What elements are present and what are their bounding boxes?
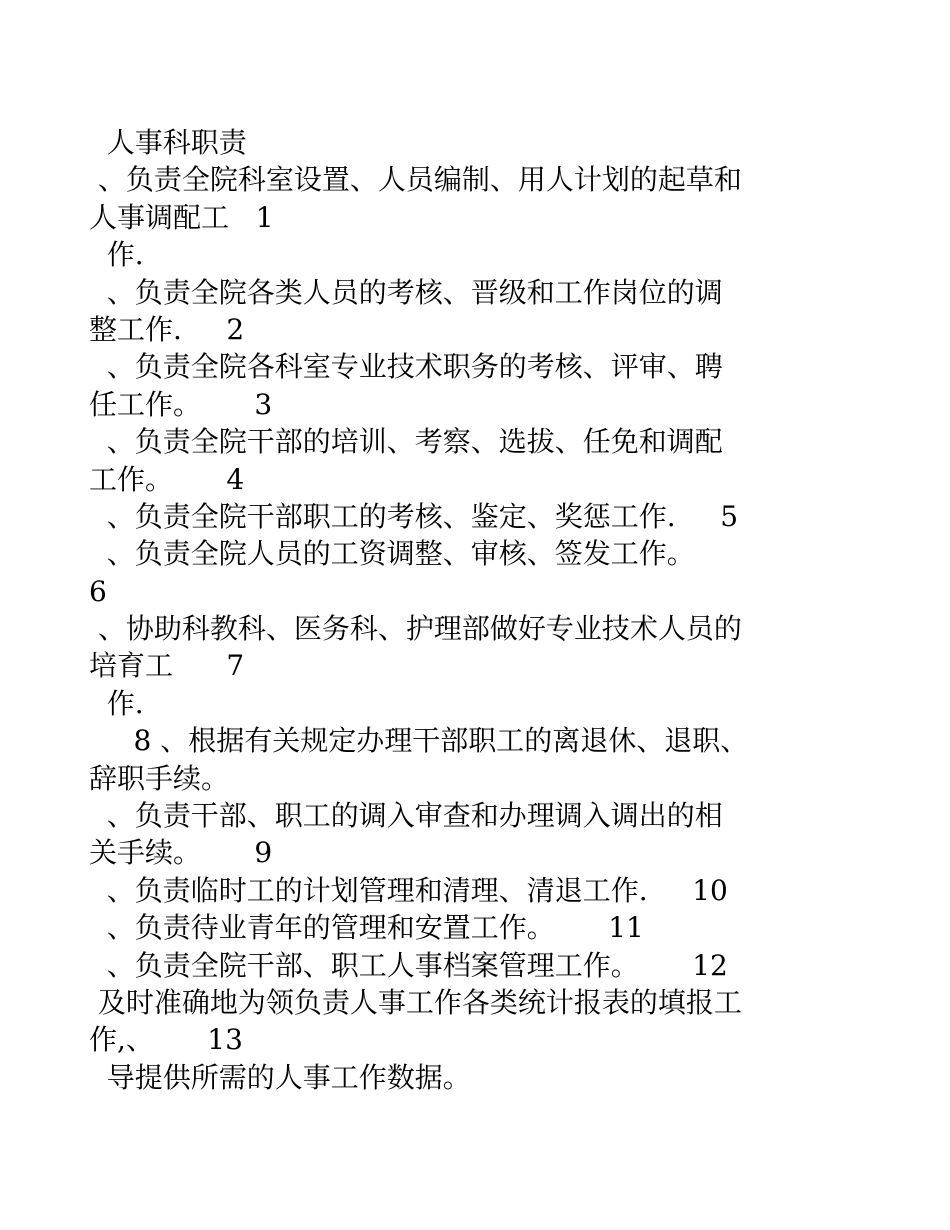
text-line: 人事调配工 1 (89, 200, 274, 234)
text-line: 及时准确地为领负责人事工作各类统计报表的填报工 (89, 985, 742, 1019)
text-line: 、负责全院各科室专业技术职务的考核、评审、聘 (89, 350, 723, 384)
text-line: 关手续。 9 (89, 836, 273, 870)
text-line: 导提供所需的人事工作数据。 (89, 1060, 471, 1094)
text-line: 培育工 7 (89, 649, 245, 683)
text-line: 、负责全院干部职工的考核、鉴定、奖惩工作. 5 (89, 499, 739, 533)
text-line: 、负责待业青年的管理和安置工作。 11 (89, 911, 644, 945)
document-title: 人事科职责 (89, 126, 247, 159)
text-line: 作,、 13 (89, 1023, 243, 1057)
text-line: 任工作。 3 (89, 387, 273, 421)
text-line: 、负责临时工的计划管理和清理、清退工作. 10 (89, 873, 728, 907)
text-line: 、负责全院干部的培训、考察、选拔、任免和调配 (89, 425, 723, 459)
text-line: 8 、根据有关规定办理干部职工的离退休、退职、 (89, 724, 749, 758)
text-line: 整工作. 2 (89, 312, 245, 346)
text-line: 、协助科教科、医务科、护理部做好专业技术人员的 (89, 612, 742, 646)
text-line: 作. (89, 238, 144, 272)
text-line: 工作。 4 (89, 462, 245, 496)
text-line: 、负责全院干部、职工人事档案管理工作。 12 (89, 948, 728, 982)
text-line: 、负责全院人员的工资调整、审核、签发工作。 (89, 537, 695, 571)
text-line: 辞职手续。 (89, 761, 230, 795)
document-body (89, 124, 889, 1096)
text-line: 6 (89, 574, 107, 608)
text-line: 、负责全院各类人员的考核、晋级和工作岗位的调 (89, 275, 723, 309)
text-line: 作. (89, 686, 144, 720)
text-line: 、负责全院科室设置、人员编制、用人计划的起草和 (89, 163, 742, 197)
text-line: 、负责干部、职工的调入审查和办理调入调出的相 (89, 799, 723, 833)
